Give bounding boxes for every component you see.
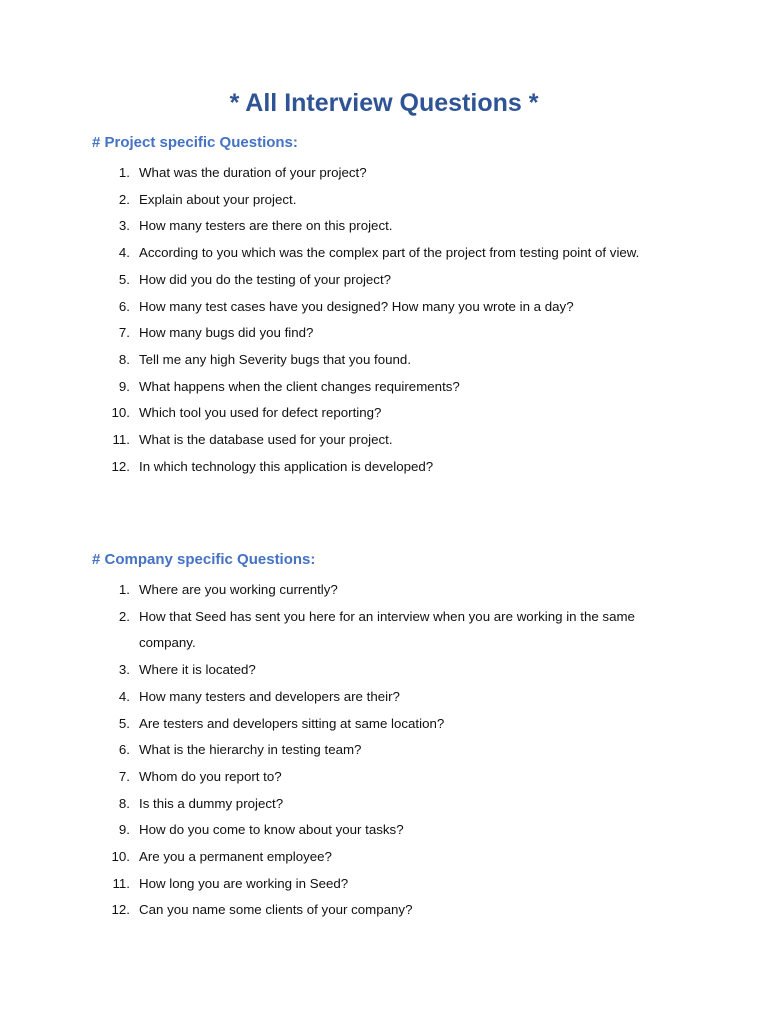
question-list-company [0,577,768,924]
question-text: Where it is located? [139,662,256,678]
question-text: How many bugs did you find? [139,325,314,341]
question-item [0,240,768,267]
question-text: How did you do the testing of your project? [139,271,392,287]
question-item [0,320,768,347]
question-number: 3. [118,662,130,678]
section-heading-company: # Company specific Questions: [92,551,316,568]
question-text: How many testers are there on this project. [139,218,393,234]
question-text: How that Seed has sent you here for an interview when you are working in the same company. [139,608,635,651]
question-number: 10. [111,849,130,865]
question-item [0,374,768,401]
question-text: Can you name some clients of your company? [139,902,413,918]
question-item [0,791,768,818]
question-text: What was the duration of your project? [139,165,367,180]
question-number: 9. [118,378,130,394]
question-item [0,427,768,454]
question-text: Explain about your project. [139,191,297,207]
question-text: What happens when the client changes requirements? [139,378,460,394]
question-item [0,844,768,871]
question-item [0,294,768,321]
question-text: How do you come to know about your tasks? [139,822,404,838]
question-item [0,400,768,427]
question-text: Which tool you used for defect reporting? [139,405,382,421]
question-item [0,764,768,791]
question-item [0,817,768,844]
question-number: 11. [112,875,130,891]
question-text: Tell me any high Severity bugs that you found. [139,351,412,367]
section-heading-project: # Project specific Questions: [92,134,298,151]
question-item [0,187,768,214]
question-text: In which technology this application is developed? [139,458,434,474]
question-number: 11. [112,432,130,448]
question-text: What is the hierarchy in testing team? [139,742,362,758]
question-number: 12. [111,902,130,918]
question-number: 7. [118,768,130,784]
question-number: 8. [118,795,130,811]
question-item [0,657,768,684]
document-title: * All Interview Questions * [229,89,539,117]
question-text: Are you a permanent employee? [139,849,332,865]
question-number: 2. [118,191,130,207]
question-item [0,454,768,481]
question-text: What is the database used for your project. [139,432,393,448]
question-item [0,213,768,240]
question-text: Is this a dummy project? [139,795,284,811]
question-number: 1. [118,165,130,180]
question-text: Are testers and developers sitting at same location? [139,715,445,731]
question-text: How many testers and developers are their? [139,688,400,704]
question-number: 5. [118,271,130,287]
question-text: How long you are working in Seed? [139,875,349,891]
question-number: 6. [118,742,130,758]
question-text: According to you which was the complex part of the project from testing point of view. [139,245,640,261]
question-number: 3. [118,218,130,234]
question-number: 7. [118,325,130,341]
question-list-project [0,160,768,480]
question-item [0,737,768,764]
question-number: 5. [118,715,130,731]
question-text: Where are you working currently? [139,582,338,597]
question-text: Whom do you report to? [139,768,282,784]
question-number: 1. [118,582,130,597]
question-item [0,897,768,924]
question-item [0,871,768,898]
question-item [0,577,768,604]
question-number: 4. [118,688,130,704]
question-number: 9. [118,822,130,838]
question-item [0,684,768,711]
question-item [0,160,768,187]
question-item [0,267,768,294]
question-number: 12. [111,458,130,474]
question-text: How many test cases have you designed? How many you wrote in a day? [139,298,574,314]
question-item [0,711,768,738]
question-number: 2. [118,608,130,624]
question-item [0,604,768,657]
question-number: 8. [118,351,130,367]
question-number: 6. [118,298,130,314]
question-number: 4. [118,245,130,261]
question-item [0,347,768,374]
question-number: 10. [111,405,130,421]
